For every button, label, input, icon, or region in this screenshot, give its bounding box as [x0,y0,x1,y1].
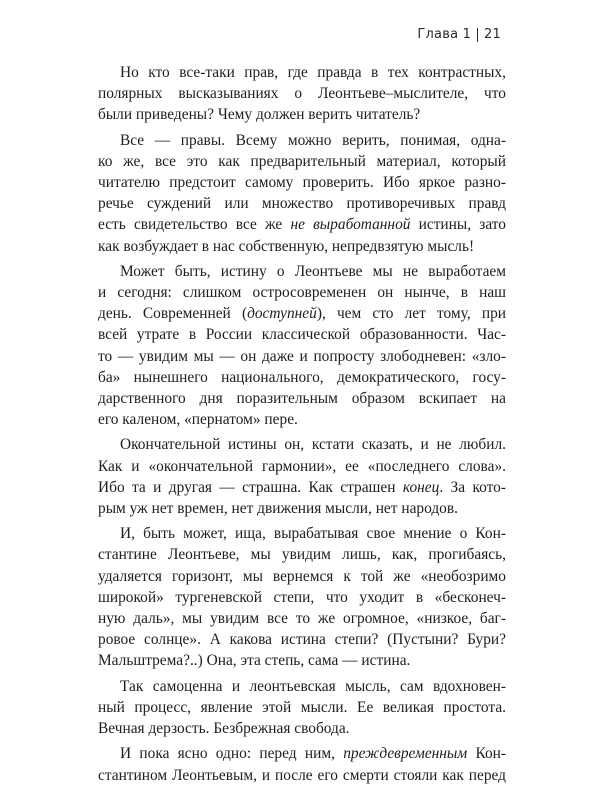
text-line: ко же, все это как предварительный материал, который [98,152,506,170]
text-line: и сегодня: слишком остросовременен он нынче, в наш [98,284,506,302]
text-line: Все — правы. Всему можно верить, понимая, одна- [120,131,506,149]
text-line: Окончательной истины он, кстати сказать, и не любил. [120,436,506,454]
emphasis-text: доступней [247,305,317,323]
text-line: были приведены? Чему должен верить читатель? [98,106,421,124]
text-line: И, быть может, ища, вырабатывая свое мнение о Кон- [120,525,506,543]
text-line: его каленом, «пернатом» пере. [98,411,298,429]
text-run: истины, зато [410,216,506,234]
text-line: ный процесс, явление этой мысли. Ее великая простота. [98,698,506,716]
emphasis-text: преждевременным [343,745,468,763]
text-line: ную даль», мы увидим все то же огромное, «низкое, баг- [98,610,506,628]
text-line [98,477,506,498]
text-line: стантином Леонтьевым, и после его смерти стояли как перед [98,766,506,784]
paragraph-2 [98,130,506,257]
page-number: 21 [484,27,501,42]
text-line: Так самоценна и леонтьевская мысль, сам вдохновен- [120,677,506,695]
text-line: Может быть, истину о Леонтьеве мы не выработаем [120,262,506,280]
paragraph-3 [98,261,506,431]
paragraph-5 [98,523,506,671]
text-run: Ибо та и другая — страшна. Как страшен [98,478,403,496]
text-line [98,743,506,764]
text-run: есть свидетельство все же [98,216,291,234]
text-run: . За кото- [439,478,506,496]
text-line: Как и «окончательной гармонии», ее «последнего слова». [98,457,506,475]
text-line: дарственного дня поразительным образом вскипает на [98,390,506,408]
text-line: как возбуждает в нас собственную, непредвзятую мысль! [98,237,475,255]
text-run: ), чем сто лет тому, при [316,305,506,323]
text-run: И пока ясно одно: перед ним, [120,745,344,763]
text-line [98,303,506,324]
text-line: широкой» тургеневской степи, что уходит в «бесконеч- [98,588,506,606]
text-line: полярных высказываниях о Леонтьеве–мыслителе, что [98,85,506,103]
text-line: ба» нынешнего национального, демократического, госу- [98,368,506,386]
emphasis-text: не выработанной [290,216,411,234]
header-separator [477,28,478,42]
text-line: читателю предстоит самому проверить. Ибо яркое разно- [98,174,506,192]
text-line: всей утрате в России классической образованности. Час- [98,326,506,344]
text-line: удаляется горизонт, мы вернемся к той же «необозримо [98,567,506,585]
paragraph-4 [98,434,506,519]
text-line: Мальштрема?..) Она, эта степь, сама — истина. [98,652,411,670]
text-line: рым уж нет времен, нет движения мысли, нет народов. [98,500,458,518]
text-run: Кон- [467,745,506,763]
emphasis-text: конец [402,478,440,496]
paragraph-1 [98,62,506,126]
text-line: ровое солнце». А какова истина степи? (Пустыни? Бури? [98,631,506,649]
text-line [98,214,506,235]
running-header [417,27,501,42]
body-text [98,62,506,786]
text-line: Вечная дерзость. Безбрежная свобода. [98,720,350,738]
chapter-label: Глава 1 [417,27,472,42]
text-line: стантине Леонтьеве, мы увидим лишь, как, прогибаясь, [98,546,506,564]
paragraph-6 [98,676,506,740]
text-line: речье суждений или множество противоречивых правд [98,195,506,213]
text-line: Но кто все-таки прав, где правда в тех контрастных, [120,64,506,81]
text-line: то — увидим мы — он даже и попросту злободневен: «зло- [98,347,506,365]
text-run: день. Современней ( [98,305,248,323]
